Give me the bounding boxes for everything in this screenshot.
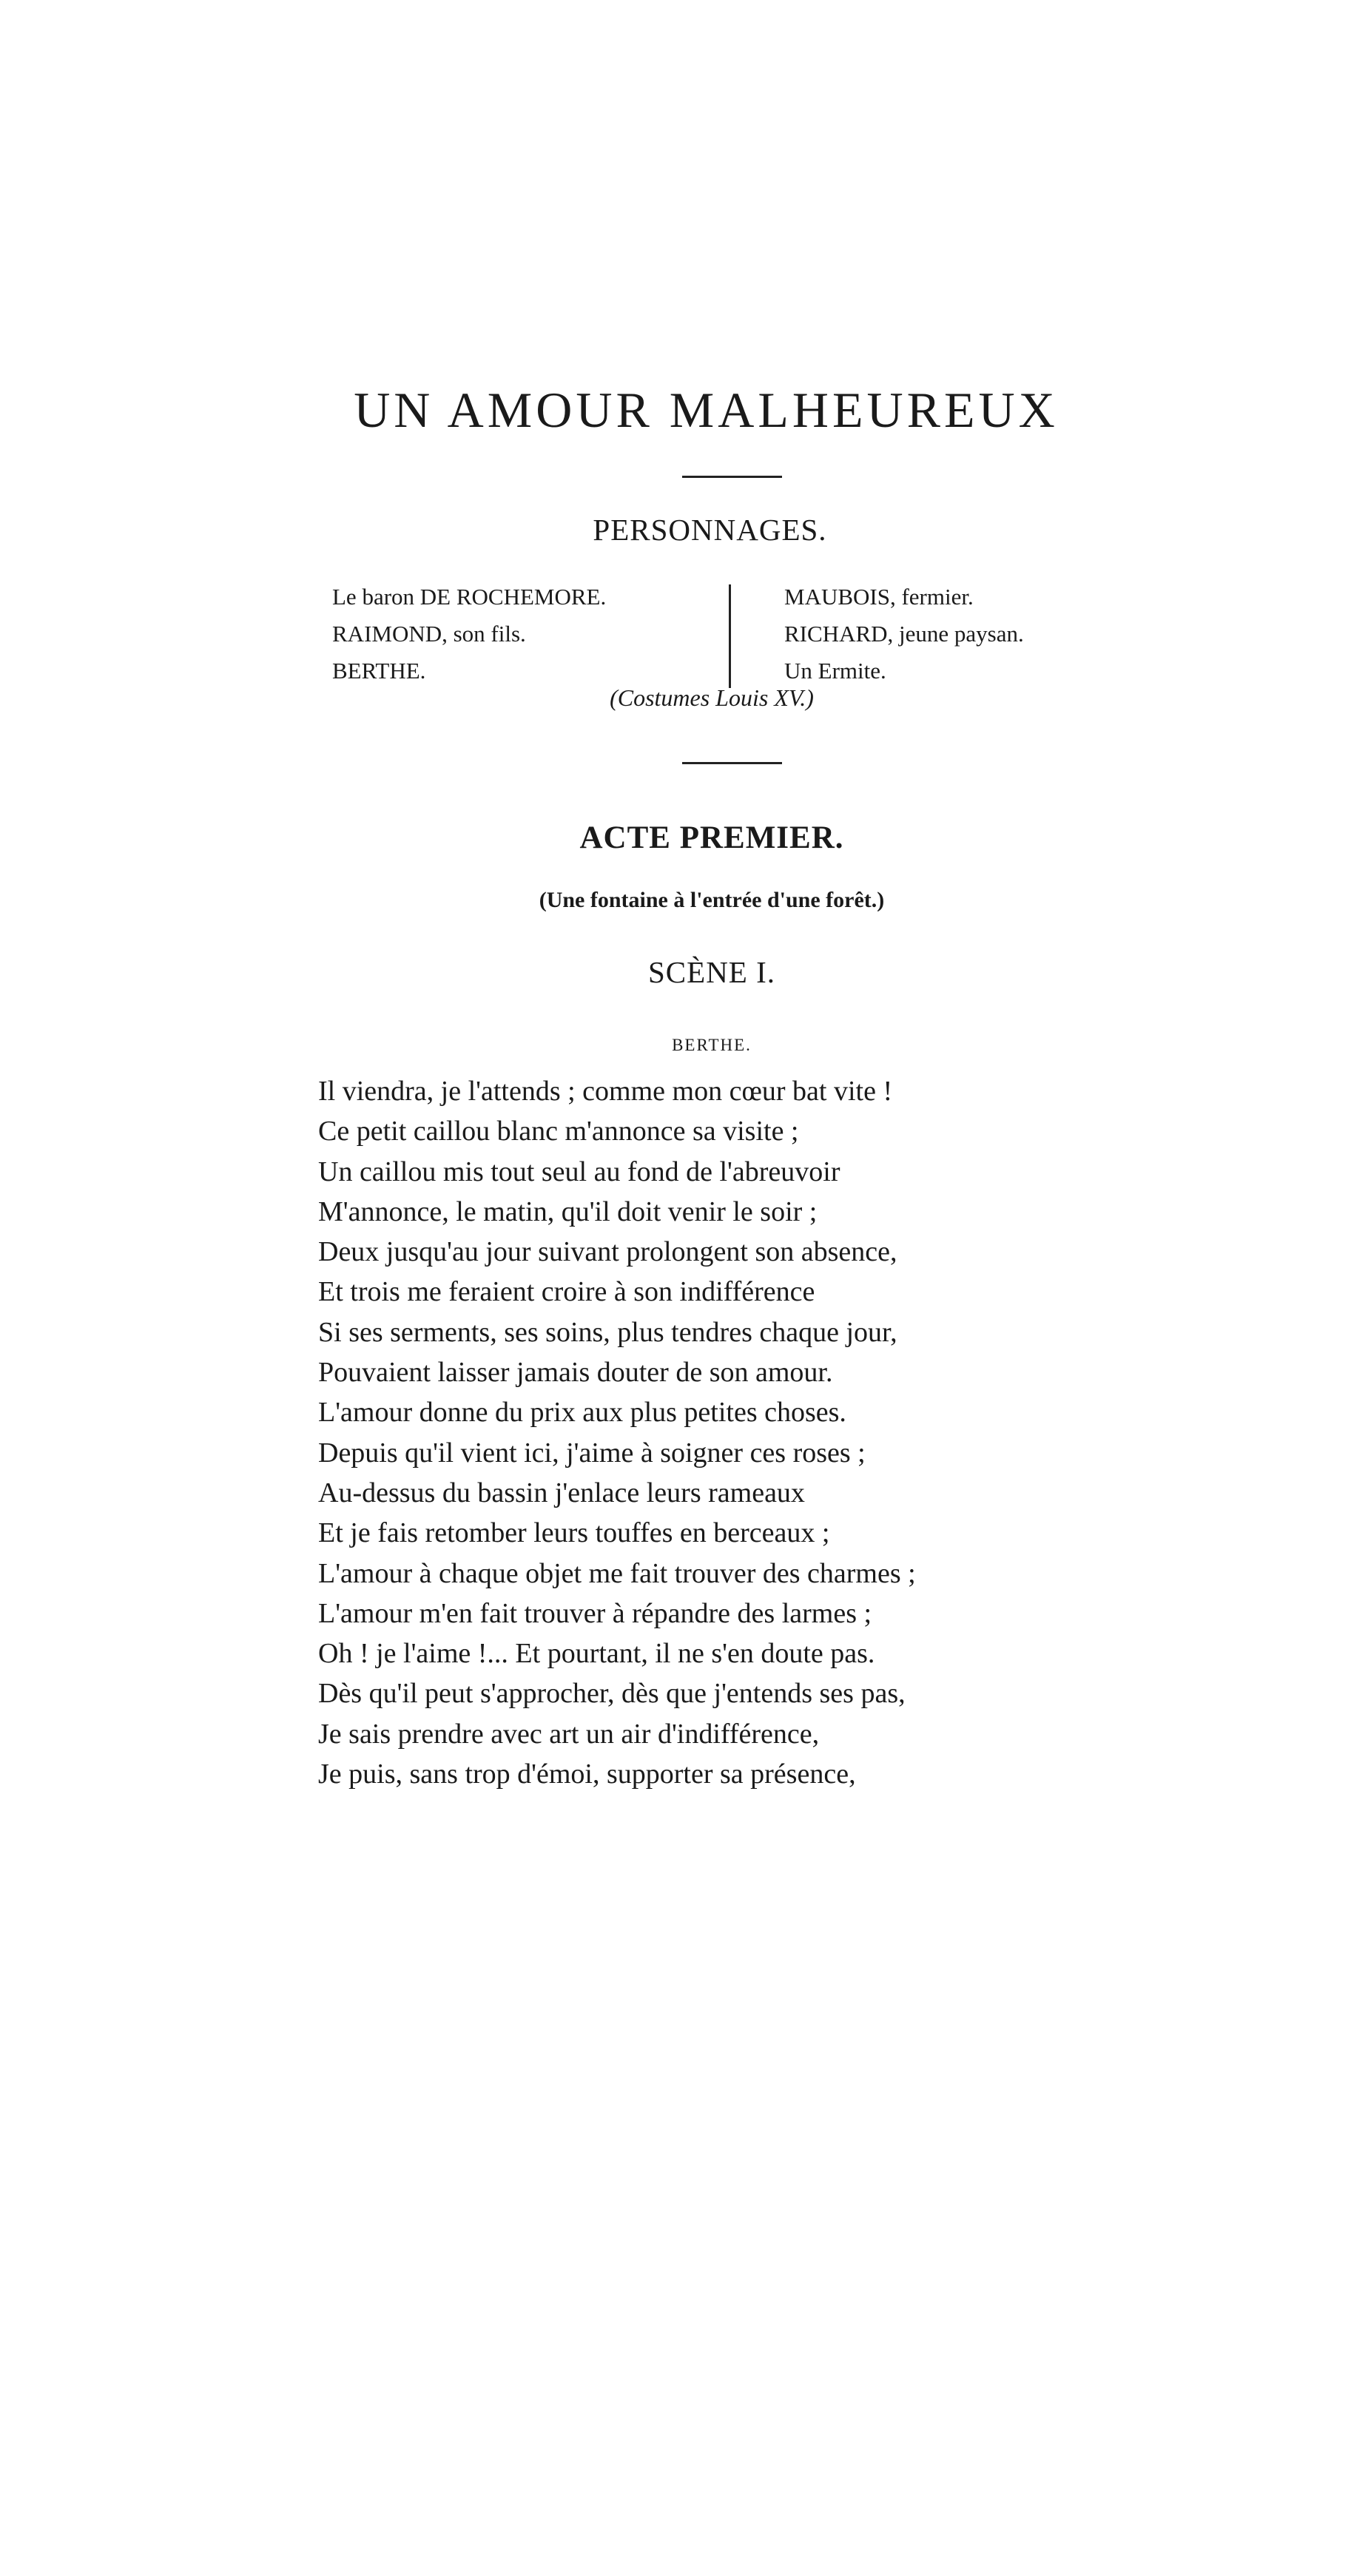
scene-heading: SCÈNE I. <box>648 955 775 989</box>
section-divider <box>682 762 782 764</box>
title-divider <box>682 476 782 478</box>
cast-member: MAUBOIS, fermier. <box>784 584 974 610</box>
verse-line: Ce petit caillou blanc m'annonce sa visite ; <box>318 1116 799 1147</box>
verse-line: Au-dessus du bassin j'enlace leurs rameaux <box>318 1477 805 1508</box>
cast-member: RICHARD, jeune paysan. <box>784 621 1024 647</box>
verse-line: Pouvaient laisser jamais douter de son amour. <box>318 1357 833 1389</box>
cast-member: Le baron DE ROCHEMORE. <box>332 584 607 610</box>
cast-member: RAIMOND, son fils. <box>332 621 526 647</box>
verse-line: Un caillou mis tout seul au fond de l'abreuvoir <box>318 1156 840 1187</box>
verse-line: L'amour à chaque objet me fait trouver des charmes ; <box>318 1557 916 1589</box>
costumes-note: (Costumes Louis XV.) <box>610 684 814 711</box>
verse-line: Je sais prendre avec art un air d'indifférence, <box>318 1718 820 1750</box>
verse-line: Depuis qu'il vient ici, j'aime à soigner ces roses ; <box>318 1437 866 1469</box>
verse-line: Oh ! je l'aime !... Et pourtant, il ne s'en doute pas. <box>318 1638 875 1670</box>
cast-member: BERTHE. <box>332 658 426 684</box>
verse-line: Et trois me feraient croire à son indifférence <box>318 1276 815 1308</box>
speaker-name: BERTHE. <box>672 1036 752 1054</box>
verse-line: Dès qu'il peut s'approcher, dès que j'entends ses pas, <box>318 1678 906 1710</box>
verse-line: Et je fais retomber leurs touffes en berceaux ; <box>318 1517 830 1549</box>
verse-line: Deux jusqu'au jour suivant prolongent son absence, <box>318 1236 897 1268</box>
act-heading: ACTE PREMIER. <box>579 820 844 855</box>
verse-line: M'annonce, le matin, qu'il doit venir le soir ; <box>318 1196 818 1227</box>
verse-line: Je puis, sans trop d'émoi, supporter sa présence, <box>318 1759 856 1790</box>
verse-line: L'amour donne du prix aux plus petites choses. <box>318 1397 846 1429</box>
personnages-heading: PERSONNAGES. <box>593 513 827 547</box>
cast-list-right <box>784 579 1024 689</box>
verse-line: Il viendra, je l'attends ; comme mon cœur bat vite ! <box>318 1076 893 1107</box>
cast-column-divider <box>729 584 731 688</box>
play-title: UN AMOUR MALHEUREUX <box>354 382 1059 438</box>
verse-line: L'amour m'en fait trouver à répandre des larmes ; <box>318 1597 872 1629</box>
verse-line: Si ses serments, ses soins, plus tendres chaque jour, <box>318 1316 897 1348</box>
cast-list-left <box>332 579 606 689</box>
cast-member: Un Ermite. <box>784 658 886 684</box>
stage-direction: (Une fontaine à l'entrée d'une forêt.) <box>539 888 885 912</box>
verse-block <box>318 1071 1132 1794</box>
